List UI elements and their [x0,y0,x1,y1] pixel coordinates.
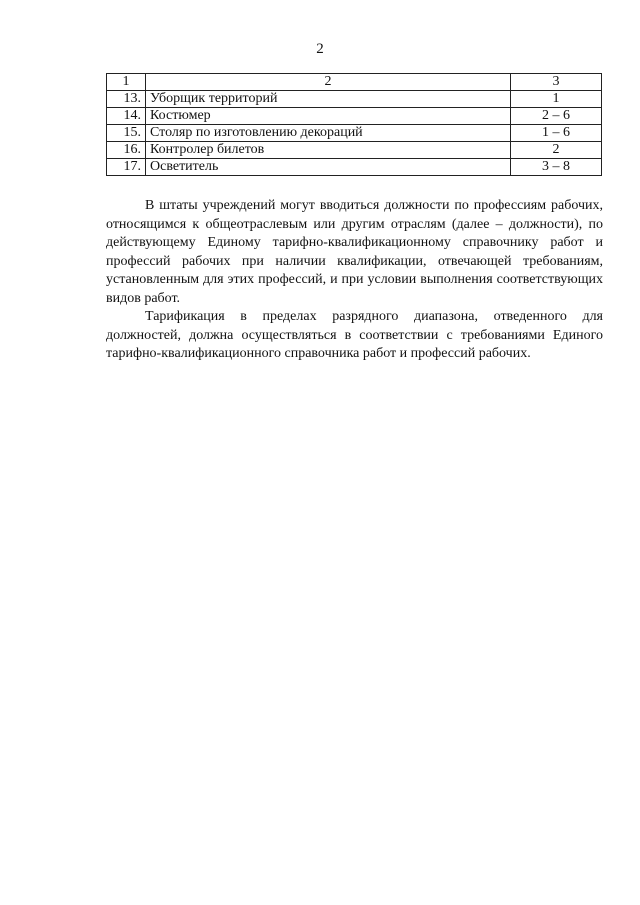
row-grade-range: 3 – 8 [511,159,602,176]
row-number: 16. [107,142,146,159]
row-profession: Осветитель [146,159,511,176]
header-cell-1: 1 [107,74,146,91]
header-cell-2: 2 [146,74,511,91]
row-profession: Уборщик территорий [146,91,511,108]
row-profession: Костюмер [146,108,511,125]
row-grade-range: 2 [511,142,602,159]
row-profession: Контролер билетов [146,142,511,159]
table-row [107,108,602,125]
header-cell-3: 3 [511,74,602,91]
body-text [106,197,603,364]
professions-table [106,73,602,176]
row-grade-range: 1 [511,91,602,108]
paragraph: В штаты учреждений могут вводиться должности по профессиям рабочих, относящимся к общеотраслевым или другим отраслям (далее – должности), по действующему Единому тарифно-квалификационному справочнику работ и профессий рабочих при наличии квалификации, отвечающей требованиям, установленным для этих профессий, и при условии выполнения соответствующих видов работ. [106,198,603,306]
row-number: 15. [107,125,146,142]
table-row [107,125,602,142]
row-grade-range: 1 – 6 [511,125,602,142]
row-number: 17. [107,159,146,176]
row-number: 14. [107,108,146,125]
table-row [107,142,602,159]
paragraph: Тарификация в пределах разрядного диапазона, отведенного для должностей, должна осуществляться в соответствии с требованиями Единого тарифно-квалификационного справочника работ и профессий рабочих. [106,309,603,361]
table-header-row [107,74,602,91]
row-grade-range: 2 – 6 [511,108,602,125]
page-number: 2 [316,41,324,57]
table-row [107,159,602,176]
row-profession: Столяр по изготовлению декораций [146,125,511,142]
table-row [107,91,602,108]
row-number: 13. [107,91,146,108]
